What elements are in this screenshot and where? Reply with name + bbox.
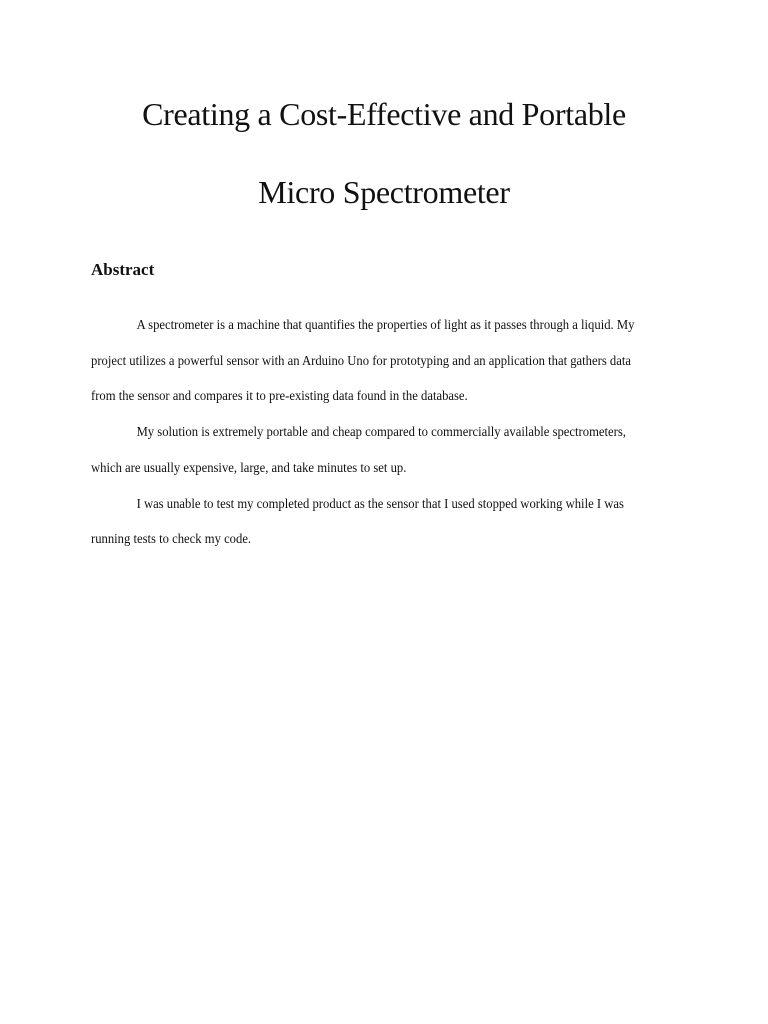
- section-heading-abstract: Abstract: [91, 260, 155, 279]
- abstract-paragraph-3: I was unable to test my completed product as the sensor that I used stopped working while I was running tests to check my code.: [91, 495, 624, 547]
- abstract-body: [91, 307, 640, 557]
- page-title-line-2: Micro Spectrometer: [258, 174, 510, 210]
- abstract-paragraph-2: My solution is extremely portable and cheap compared to commercially available spectrometers, which are usually expensive, large, and take minutes to set up.: [91, 424, 626, 475]
- abstract-paragraph-1: A spectrometer is a machine that quantifies the properties of light as it passes through a liquid. My project utilizes a powerful sensor with an Arduino Uno for prototyping and an application that gathers data from the sensor and compares it to pre-existing data found in the database.: [91, 317, 635, 404]
- page-title-line-1: Creating a Cost-Effective and Portable: [142, 96, 626, 132]
